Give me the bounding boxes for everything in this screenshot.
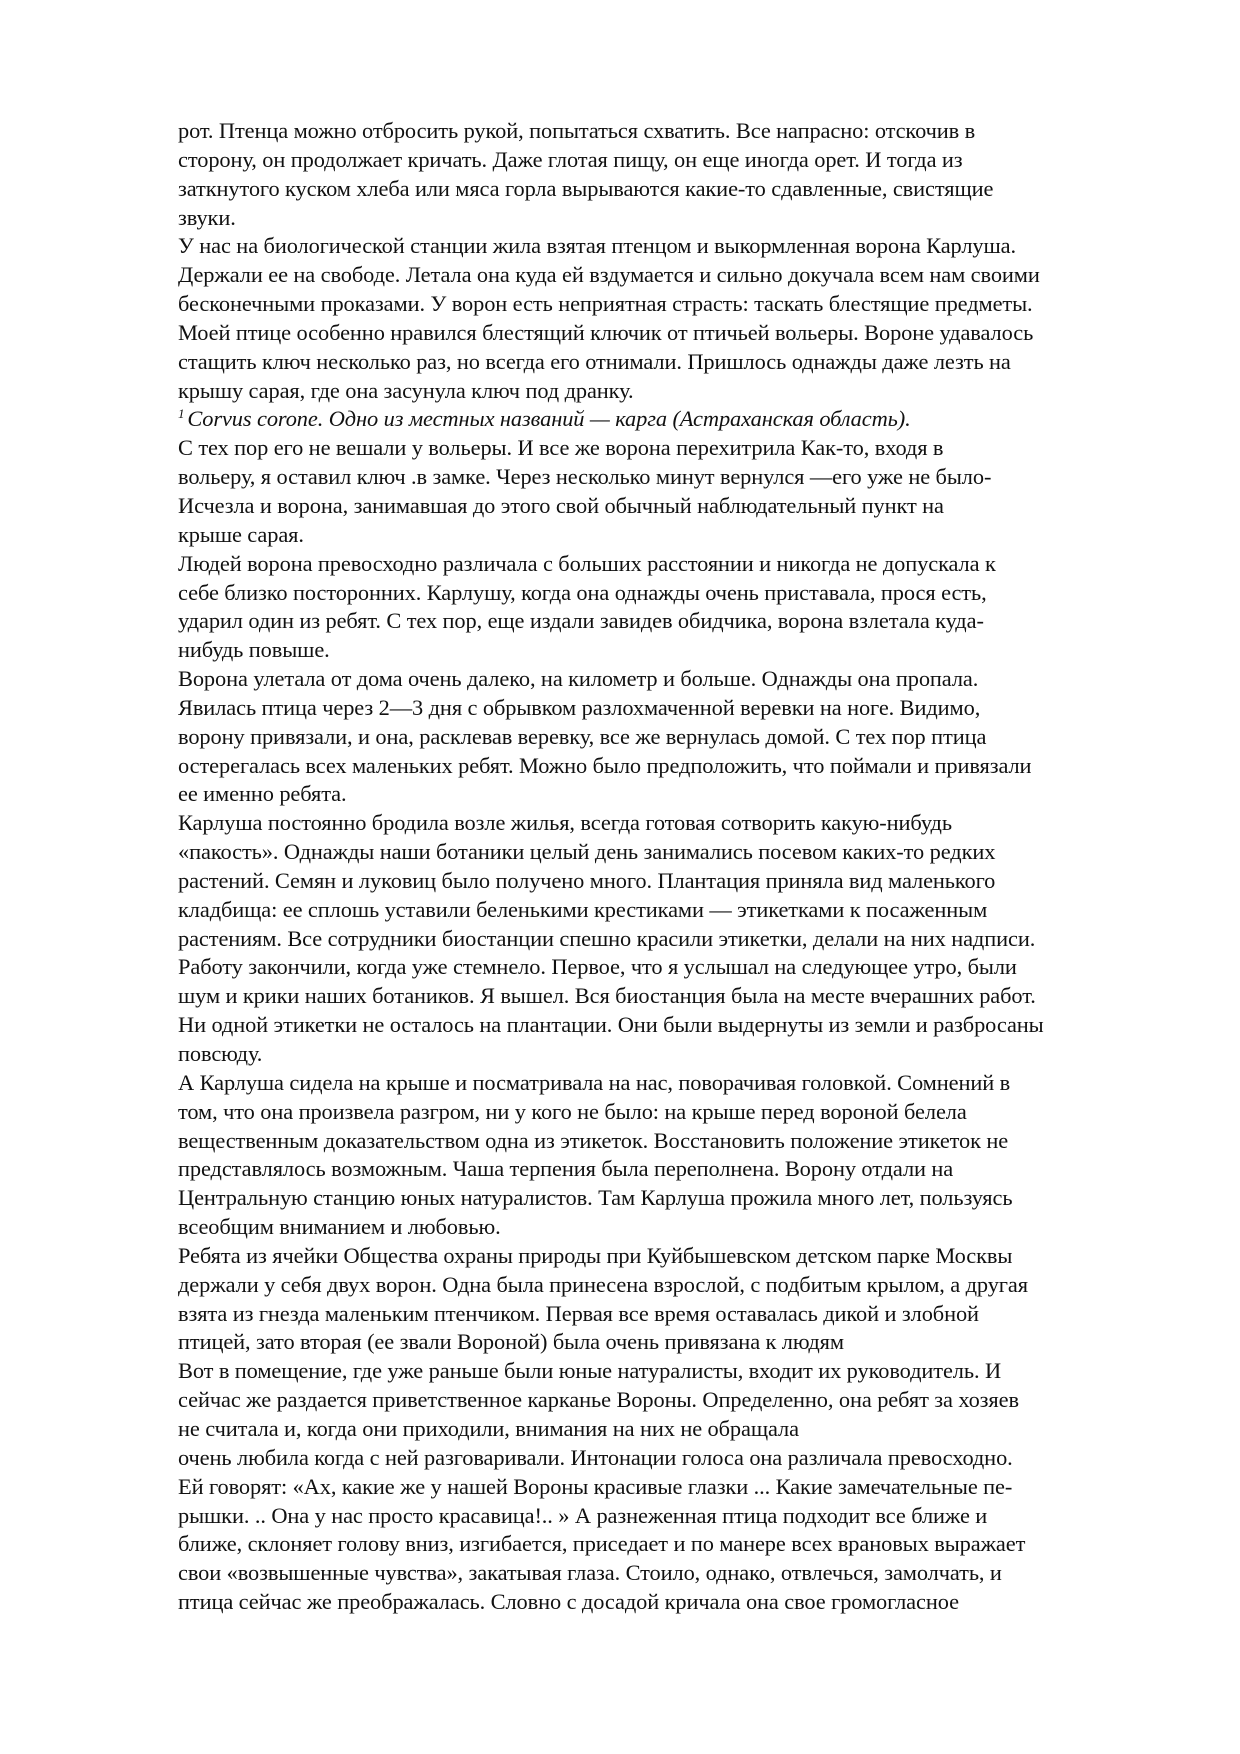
document-page: [178, 117, 1168, 1617]
text-line: шум и крики наших ботаников. Я вышел. Вся биостанция была на месте вчерашних работ.: [178, 983, 1036, 1009]
text-line: Ребята из ячейки Общества охраны природы при Куйбышевском детском парке Москвы: [178, 1242, 1013, 1268]
text-line: Центральную станцию юных натуралистов. Там Карлуша прожила много лет, пользуясь: [178, 1185, 1013, 1211]
text-line: ее именно ребята.: [178, 781, 347, 807]
text-line: Держали ее на свободе. Летала она куда ей вздумается и сильно докучала всем нам своими: [178, 262, 1040, 288]
text-line: остерегалась всех маленьких ребят. Можно было предположить, что поймали и привязали: [178, 752, 1032, 778]
text-line: держали у себя двух ворон. Одна была принесена взрослой, с подбитым крылом, а другая: [178, 1271, 1028, 1297]
text-line: растениям. Все сотрудники биостанции спешно красили этикетки, делали на них надписи.: [178, 925, 1036, 951]
text-line: стащить ключ несколько раз, но всегда его отнимали. Пришлось однажды даже лезть на: [178, 348, 1011, 374]
text-line: Вот в помещение, где уже раньше были юные натуралисты, входит их руководитель. И: [178, 1358, 1002, 1384]
text-line: вещественным доказательством одна из этикеток. Восстановить положение этикеток не: [178, 1127, 1009, 1153]
text-line: Ей говорят: «Ах, какие же у нашей Вороны красивые глазки ... Какие замечательные пе-: [178, 1473, 1013, 1499]
text-line: ударил один из ребят. С тех пор, еще издали завидев обидчика, ворона взлетала куда-: [178, 608, 984, 634]
text-line: сторону, он продолжает кричать. Даже глотая пищу, он еще иногда орет. И тогда из: [178, 146, 963, 172]
text-line: Людей ворона превосходно различала с больших расстоянии и никогда не допускала к: [178, 550, 996, 576]
text-line: сейчас же раздается приветственное карканье Вороны. Определенно, она ребят за хозяев: [178, 1387, 1019, 1413]
text-line: Ни одной этикетки не осталось на плантации. Они были выдернуты из земли и разбросаны: [178, 1012, 1044, 1038]
text-line: заткнутого куском хлеба или мяса горла вырываются какие-то сдавленные, свистящие: [178, 175, 994, 201]
text-line: бесконечными проказами. У ворон есть неприятная страсть: таскать блестящие предметы.: [178, 291, 1033, 317]
text-line: Работу закончили, когда уже стемнело. Первое, что я услышал на следующее утро, были: [178, 954, 1017, 980]
text-line: себе близко посторонних. Карлушу, когда она однажды очень приставала, прося есть,: [178, 579, 987, 605]
text-line: рот. Птенца можно отбросить рукой, попытаться схватить. Все напрасно: отскочив в: [178, 118, 976, 143]
text-line: растений. Семян и луковиц было получено много. Плантация приняла вид маленького: [178, 867, 996, 893]
text-line: не считала и, когда они приходили, внимания на них не обращала: [178, 1415, 799, 1441]
text-line: ворону привязали, и она, расклевав веревку, все же вернулась домой. С тех пор птица: [178, 723, 987, 749]
text-line: свои «возвышенные чувства», закатывая глаза. Стоило, однако, отвлечься, замолчать, и: [178, 1560, 1002, 1586]
text-line: взята из гнезда маленьким птенчиком. Первая все время оставалась дикой и злобной: [178, 1300, 979, 1326]
text-line: всеобщим вниманием и любовью.: [178, 1214, 501, 1240]
text-line: Моей птице особенно нравился блестящий ключик от птичьей вольеры. Вороне удавалось: [178, 319, 1034, 345]
text-line: Ворона улетала от дома очень далеко, на километр и больше. Однажды она пропала.: [178, 666, 979, 692]
text-line: Карлуша постоянно бродила возле жилья, всегда готовая сотворить какую-нибудь: [178, 810, 952, 836]
text-line: А Карлуша сидела на крыше и посматривала на нас, поворачивая головкой. Сомнений в: [178, 1069, 1011, 1095]
text-line: вольеру, я оставил ключ .в замке. Через несколько минут вернулся —его уже не было-: [178, 464, 992, 490]
text-line: птицей, зато вторая (ее звали Вороной) была очень привязана к людям: [178, 1329, 844, 1355]
text-line: У нас на биологической станции жила взятая птенцом и выкормленная ворона Карлуша.: [178, 233, 1016, 259]
text-line: Явилась птица через 2—3 дня с обрывком разлохмаченной веревки на ноге. Видимо,: [178, 694, 981, 720]
text-line: нибудь повыше.: [178, 637, 330, 663]
text-line: ближе, склоняет голову вниз, изгибается, приседает и по манере всех врановых выражает: [178, 1531, 1026, 1557]
text-line: крыше сарая.: [178, 521, 304, 547]
text-line: повсюду.: [178, 1041, 263, 1066]
text-line: звуки.: [178, 204, 236, 230]
text-line: птица сейчас же преображалась. Словно с досадой кричала она свое громогласное: [178, 1589, 959, 1615]
text-line: том, что она произвела разгром, ни у кого не было: на крыше перед вороной белела: [178, 1098, 967, 1124]
text-line: очень любила когда с ней разговаривали. Интонации голоса она различала превосходно.: [178, 1444, 1013, 1470]
text-line: «пакость». Однажды наши ботаники целый день занимались посевом каких-то редких: [178, 839, 996, 865]
text-line: кладбища: ее сплошь уставили беленькими крестиками — этикетками к посаженным: [178, 896, 988, 922]
text-line: крышу сарая, где она засунула ключ под дранку.: [178, 377, 634, 403]
text-line: рышки. .. Она у нас просто красавица!.. » А разнеженная птица подходит все ближе и: [178, 1502, 988, 1528]
footnote-marker: 1: [178, 406, 185, 422]
text-line: С тех пор его не вешали у вольеры. И все же ворона перехитрила Как-то, входя в: [178, 435, 944, 461]
text-line: представлялось возможным. Чаша терпения была переполнена. Ворону отдали на: [178, 1156, 954, 1182]
footnote: [178, 405, 1168, 434]
text-line: Исчезла и ворона, занимавшая до этого свой обычный наблюдательный пункт на: [178, 492, 944, 518]
footnote-text: Corvus corone. Одно из местных названий — карга (Астраханская область).: [187, 406, 911, 432]
